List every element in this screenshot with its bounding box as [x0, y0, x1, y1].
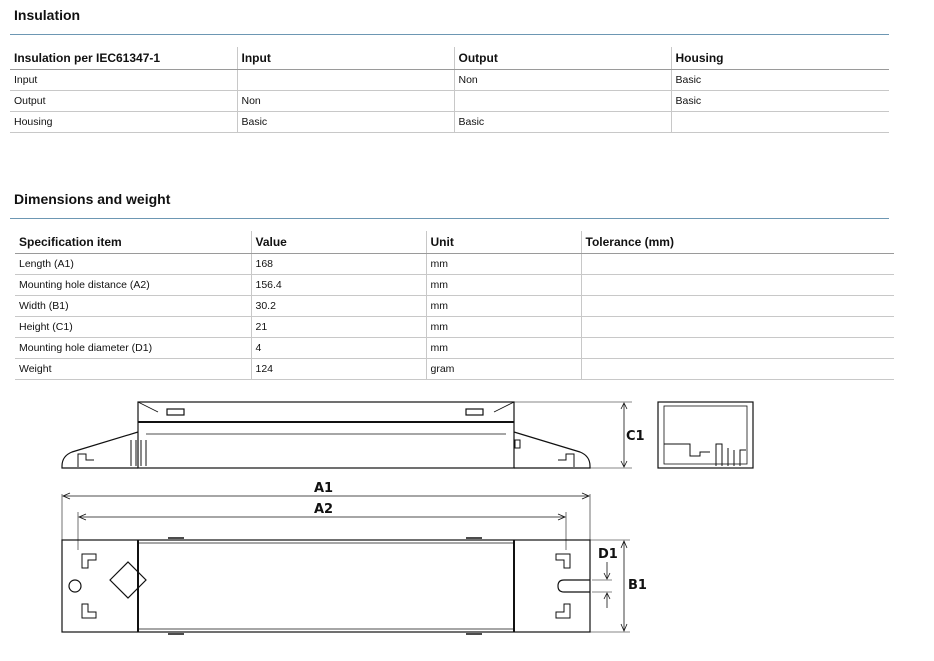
- table-cell: Mounting hole distance (A2): [15, 275, 251, 296]
- table-cell: [581, 359, 894, 380]
- table-cell: Weight: [15, 359, 251, 380]
- end-view: [658, 402, 753, 468]
- table-cell: Height (C1): [15, 317, 251, 338]
- table-cell: 168: [251, 254, 426, 275]
- table-cell: mm: [426, 275, 581, 296]
- table-row: [15, 275, 894, 296]
- table-row: [15, 338, 894, 359]
- insulation-table: [10, 47, 889, 133]
- table-cell: mm: [426, 254, 581, 275]
- table-cell: Housing: [10, 112, 237, 133]
- table-cell: Mounting hole diameter (D1): [15, 338, 251, 359]
- mounting-hole: [69, 580, 81, 592]
- c1-dimension: [514, 402, 645, 468]
- table-cell: [581, 254, 894, 275]
- end-view-body: [658, 402, 753, 468]
- table-cell: 124: [251, 359, 426, 380]
- table-row: [15, 296, 894, 317]
- table-row: [15, 254, 894, 275]
- column-header: Insulation per IEC61347-1: [10, 47, 237, 70]
- table-row: [15, 359, 894, 380]
- table-cell: [581, 275, 894, 296]
- table-cell: [581, 296, 894, 317]
- table-cell: 4: [251, 338, 426, 359]
- column-header: Unit: [426, 231, 581, 254]
- column-header: Specification item: [15, 231, 251, 254]
- table-row: [10, 91, 889, 112]
- table-header-row: [15, 231, 894, 254]
- side-view: [62, 402, 590, 468]
- table-cell: Output: [10, 91, 237, 112]
- table-cell: Length (A1): [15, 254, 251, 275]
- connector-cutout: [110, 562, 146, 598]
- dimensions-divider: [10, 218, 889, 219]
- b1-label: B1: [628, 578, 647, 593]
- column-header: Value: [251, 231, 426, 254]
- table-cell: Non: [237, 91, 454, 112]
- dimension-drawing: [0, 390, 934, 655]
- table-cell: mm: [426, 317, 581, 338]
- a2-label: A2: [314, 502, 334, 517]
- column-header: Input: [237, 47, 454, 70]
- c1-label: C1: [626, 429, 645, 444]
- table-cell: Basic: [237, 112, 454, 133]
- table-cell: 21: [251, 317, 426, 338]
- table-cell: Basic: [671, 70, 889, 91]
- d1-label: D1: [598, 547, 618, 562]
- table-cell: [237, 70, 454, 91]
- dimensions-table: [15, 231, 894, 380]
- table-cell: Input: [10, 70, 237, 91]
- table-row: [10, 112, 889, 133]
- table-cell: [581, 338, 894, 359]
- top-view: [62, 538, 590, 634]
- table-cell: mm: [426, 296, 581, 317]
- d1-dimension: [592, 547, 618, 608]
- mounting-slot: [558, 580, 590, 592]
- table-cell: [581, 317, 894, 338]
- insulation-divider: [10, 34, 889, 35]
- table-cell: Basic: [454, 112, 671, 133]
- a1-label: A1: [314, 481, 334, 496]
- table-row: [10, 70, 889, 91]
- table-cell: gram: [426, 359, 581, 380]
- table-row: [15, 317, 894, 338]
- column-header: Tolerance (mm): [581, 231, 894, 254]
- column-header: Housing: [671, 47, 889, 70]
- table-cell: Non: [454, 70, 671, 91]
- table-cell: Basic: [671, 91, 889, 112]
- table-cell: [671, 112, 889, 133]
- table-cell: Width (B1): [15, 296, 251, 317]
- table-cell: 156.4: [251, 275, 426, 296]
- table-cell: [454, 91, 671, 112]
- column-header: Output: [454, 47, 671, 70]
- insulation-section-title: Insulation: [14, 7, 81, 23]
- side-view-body: [138, 402, 514, 468]
- table-cell: 30.2: [251, 296, 426, 317]
- table-header-row: [10, 47, 889, 70]
- table-cell: mm: [426, 338, 581, 359]
- top-view-body: [62, 540, 590, 632]
- dimensions-section-title: Dimensions and weight: [14, 191, 171, 207]
